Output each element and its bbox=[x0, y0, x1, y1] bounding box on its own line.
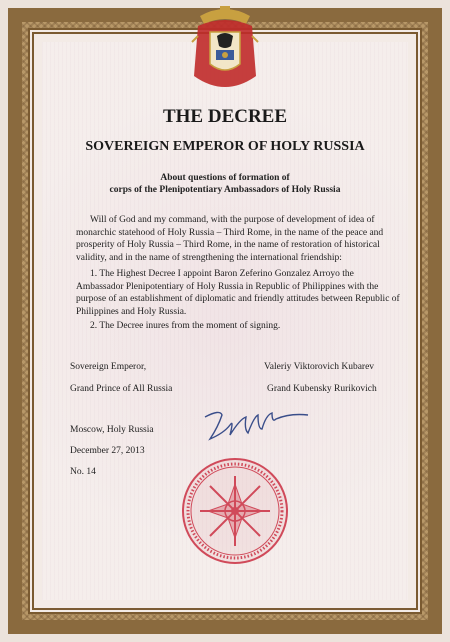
signatory-title-left: Sovereign Emperor, bbox=[70, 362, 147, 372]
text-line: 1. The Highest Decree I appoint Baron Zeferino Gonzalez Arroyo the bbox=[90, 269, 354, 279]
clause-1-paragraph bbox=[76, 268, 400, 318]
signatory-name-right: Valeriy Viktorovich Kubarev bbox=[264, 362, 375, 372]
text-line: monarchic statehood of Holy Russia – Third Rome, in the name of the peace and bbox=[76, 227, 384, 238]
text-line: Philippines and Holy Russia. bbox=[76, 306, 187, 317]
text-line: Will of God and my command, with the purpose of development of idea of bbox=[90, 215, 375, 225]
about-line: About questions of formation of bbox=[160, 173, 290, 183]
signatory-title-right: Grand Kubensky Rurikovich bbox=[267, 384, 377, 394]
preamble-paragraph bbox=[76, 214, 384, 264]
decree-number: No. 14 bbox=[70, 467, 96, 477]
about-line: corps of the Plenipotentiary Ambassadors of Holy Russia bbox=[109, 185, 341, 195]
text-line: prosperity of Holy Russia – Third Rome, in the name of restoration of historical bbox=[76, 240, 380, 250]
official-seal-icon bbox=[180, 456, 290, 566]
clause-2-paragraph bbox=[90, 320, 280, 333]
place: Moscow, Holy Russia bbox=[70, 425, 154, 435]
signatory-subtitle-left: Grand Prince of All Russia bbox=[70, 384, 173, 394]
handwritten-signature-icon bbox=[200, 405, 310, 445]
text-line: Ambassador Plenipotentiary of Holy Russia in Republic of Philippines with the bbox=[76, 281, 379, 292]
document-subtitle: SOVEREIGN EMPEROR OF HOLY RUSSIA bbox=[85, 139, 365, 154]
date: December 27, 2013 bbox=[70, 446, 145, 456]
text-line: validity, and in the name of strengthening the international friendship: bbox=[76, 252, 342, 263]
text-line: 2. The Decree inures from the moment of signing. bbox=[90, 321, 281, 331]
decree-about bbox=[0, 172, 450, 196]
coat-of-arms-icon bbox=[190, 6, 260, 94]
text-line: purpose of an establishment of diplomatic and friendly attitudes between Republic of bbox=[76, 294, 400, 304]
document-title: THE DECREE bbox=[162, 106, 288, 127]
